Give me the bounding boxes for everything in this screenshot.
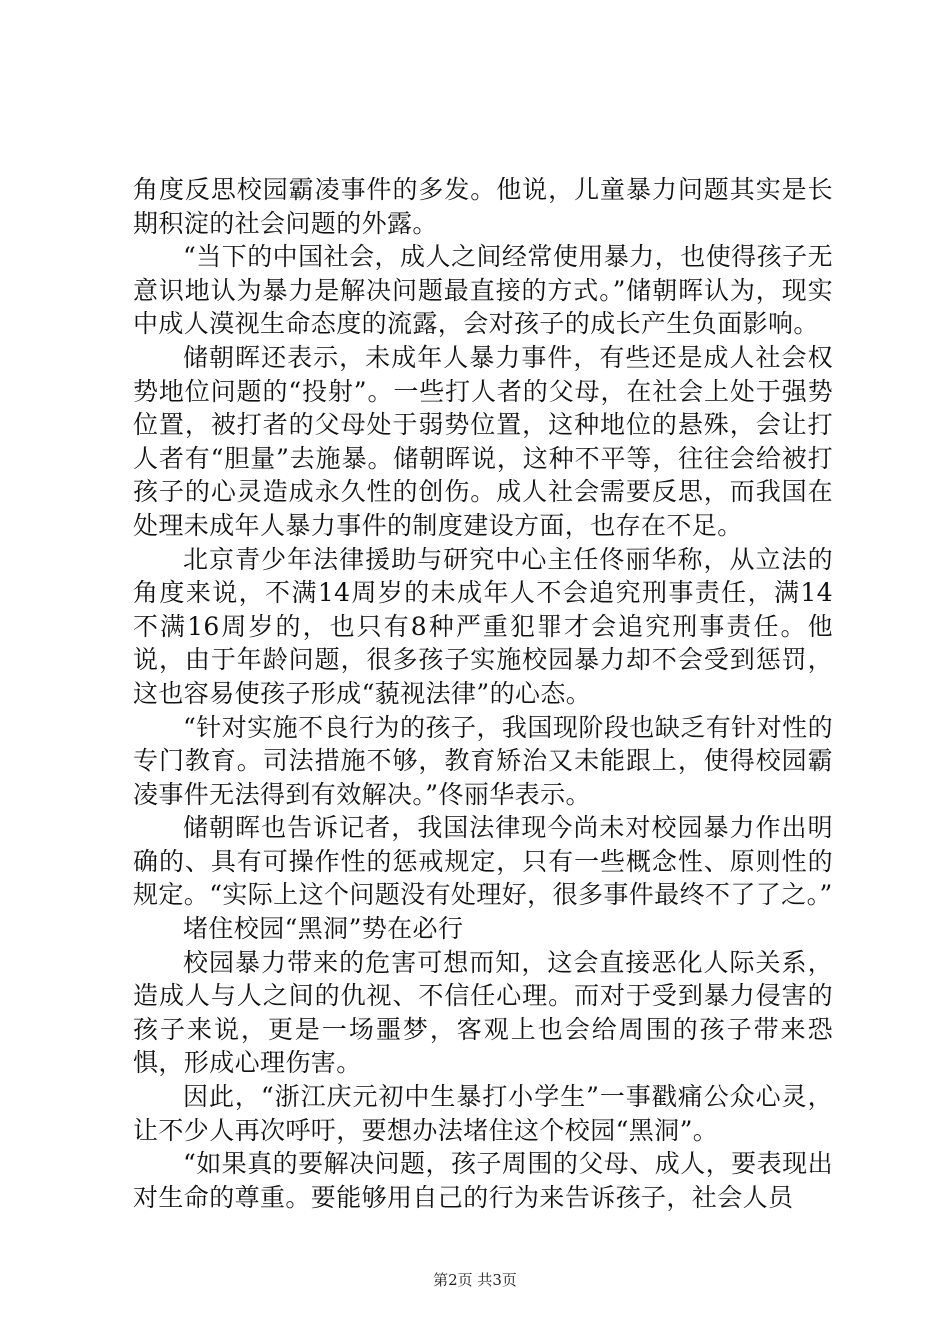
paragraph-quote-violence: “当下的中国社会，成人之间经常使用暴力，也使得孩子无意识地认为暴力是解决问题最直接的方式。”储朝晖认为，现实中成人漠视生命态度的流露，会对孩子的成长产生负面影响。 [133,242,833,339]
paragraph-harm: 校园暴力带来的危害可想而知，这会直接恶化人际关系，造成人与人之间的仇视、不信任心理。而对于受到暴力侵害的孩子来说，更是一场噩梦，客观上也会给周围的孩子带来恐惧，形成心理伤害。 [133,947,833,1078]
paragraph-quote-education: “针对实施不良行为的孩子，我国现阶段也缺乏有针对性的专门教育。司法措施不够，教育矫治又未能跟上，使得校园霸凌事件无法得到有效解决。”佟丽华表示。 [133,712,833,809]
paragraph-law-gap: 储朝晖也告诉记者，我国法律现今尚未对校园暴力作出明确的、具有可操作性的惩戒规定，只有一些概念性、原则性的规定。“实际上这个问题没有处理好，很多事件最终不了了之。” [133,813,833,910]
document-body [133,173,833,1214]
paragraph-public-call: 因此，“浙江庆元初中生暴打小学生”一事戳痛公众心灵，让不少人再次呼吁，要想办法堵住这个校园“黑洞”。 [133,1082,833,1145]
paragraph-quote-respect: “如果真的要解决问题，孩子周围的父母、成人，要表现出对生命的尊重。要能够用自己的行为来告诉孩子，社会人员 [133,1149,833,1212]
paragraph-continuation: 角度反思校园霸凌事件的多发。他说，儿童暴力问题其实是长期积淀的社会问题的外露。 [133,175,833,238]
paragraph-legal-age: 北京青少年法律援助与研究中心主任佟丽华称，从立法的角度来说，不满14周岁的未成年人不会追究刑事责任，满14不满16周岁的，也只有8种严重犯罪才会追究刑事责任。他说，由于年龄问题，很多孩子实施校园暴力却不会受到惩罚，这也容易使孩子形成“藐视法律”的心态。 [133,544,833,708]
page-footer: 第2页 共3页 [433,1271,517,1289]
section-heading: 堵住校园“黑洞”势在必行 [183,914,464,944]
paragraph-power-projection: 储朝晖还表示，未成年人暴力事件，有些还是成人社会权势地位问题的“投射”。一些打人者的父母，在社会上处于强势位置，被打者的父母处于弱势位置，这种地位的悬殊，会让打人者有“胆量”去施暴。储朝晖说，这种不平等，往往会给被打孩子的心灵造成永久性的创伤。成人社会需要反思，而我国在处理未成年人暴力事件的制度建设方面，也存在不足。 [133,342,833,540]
